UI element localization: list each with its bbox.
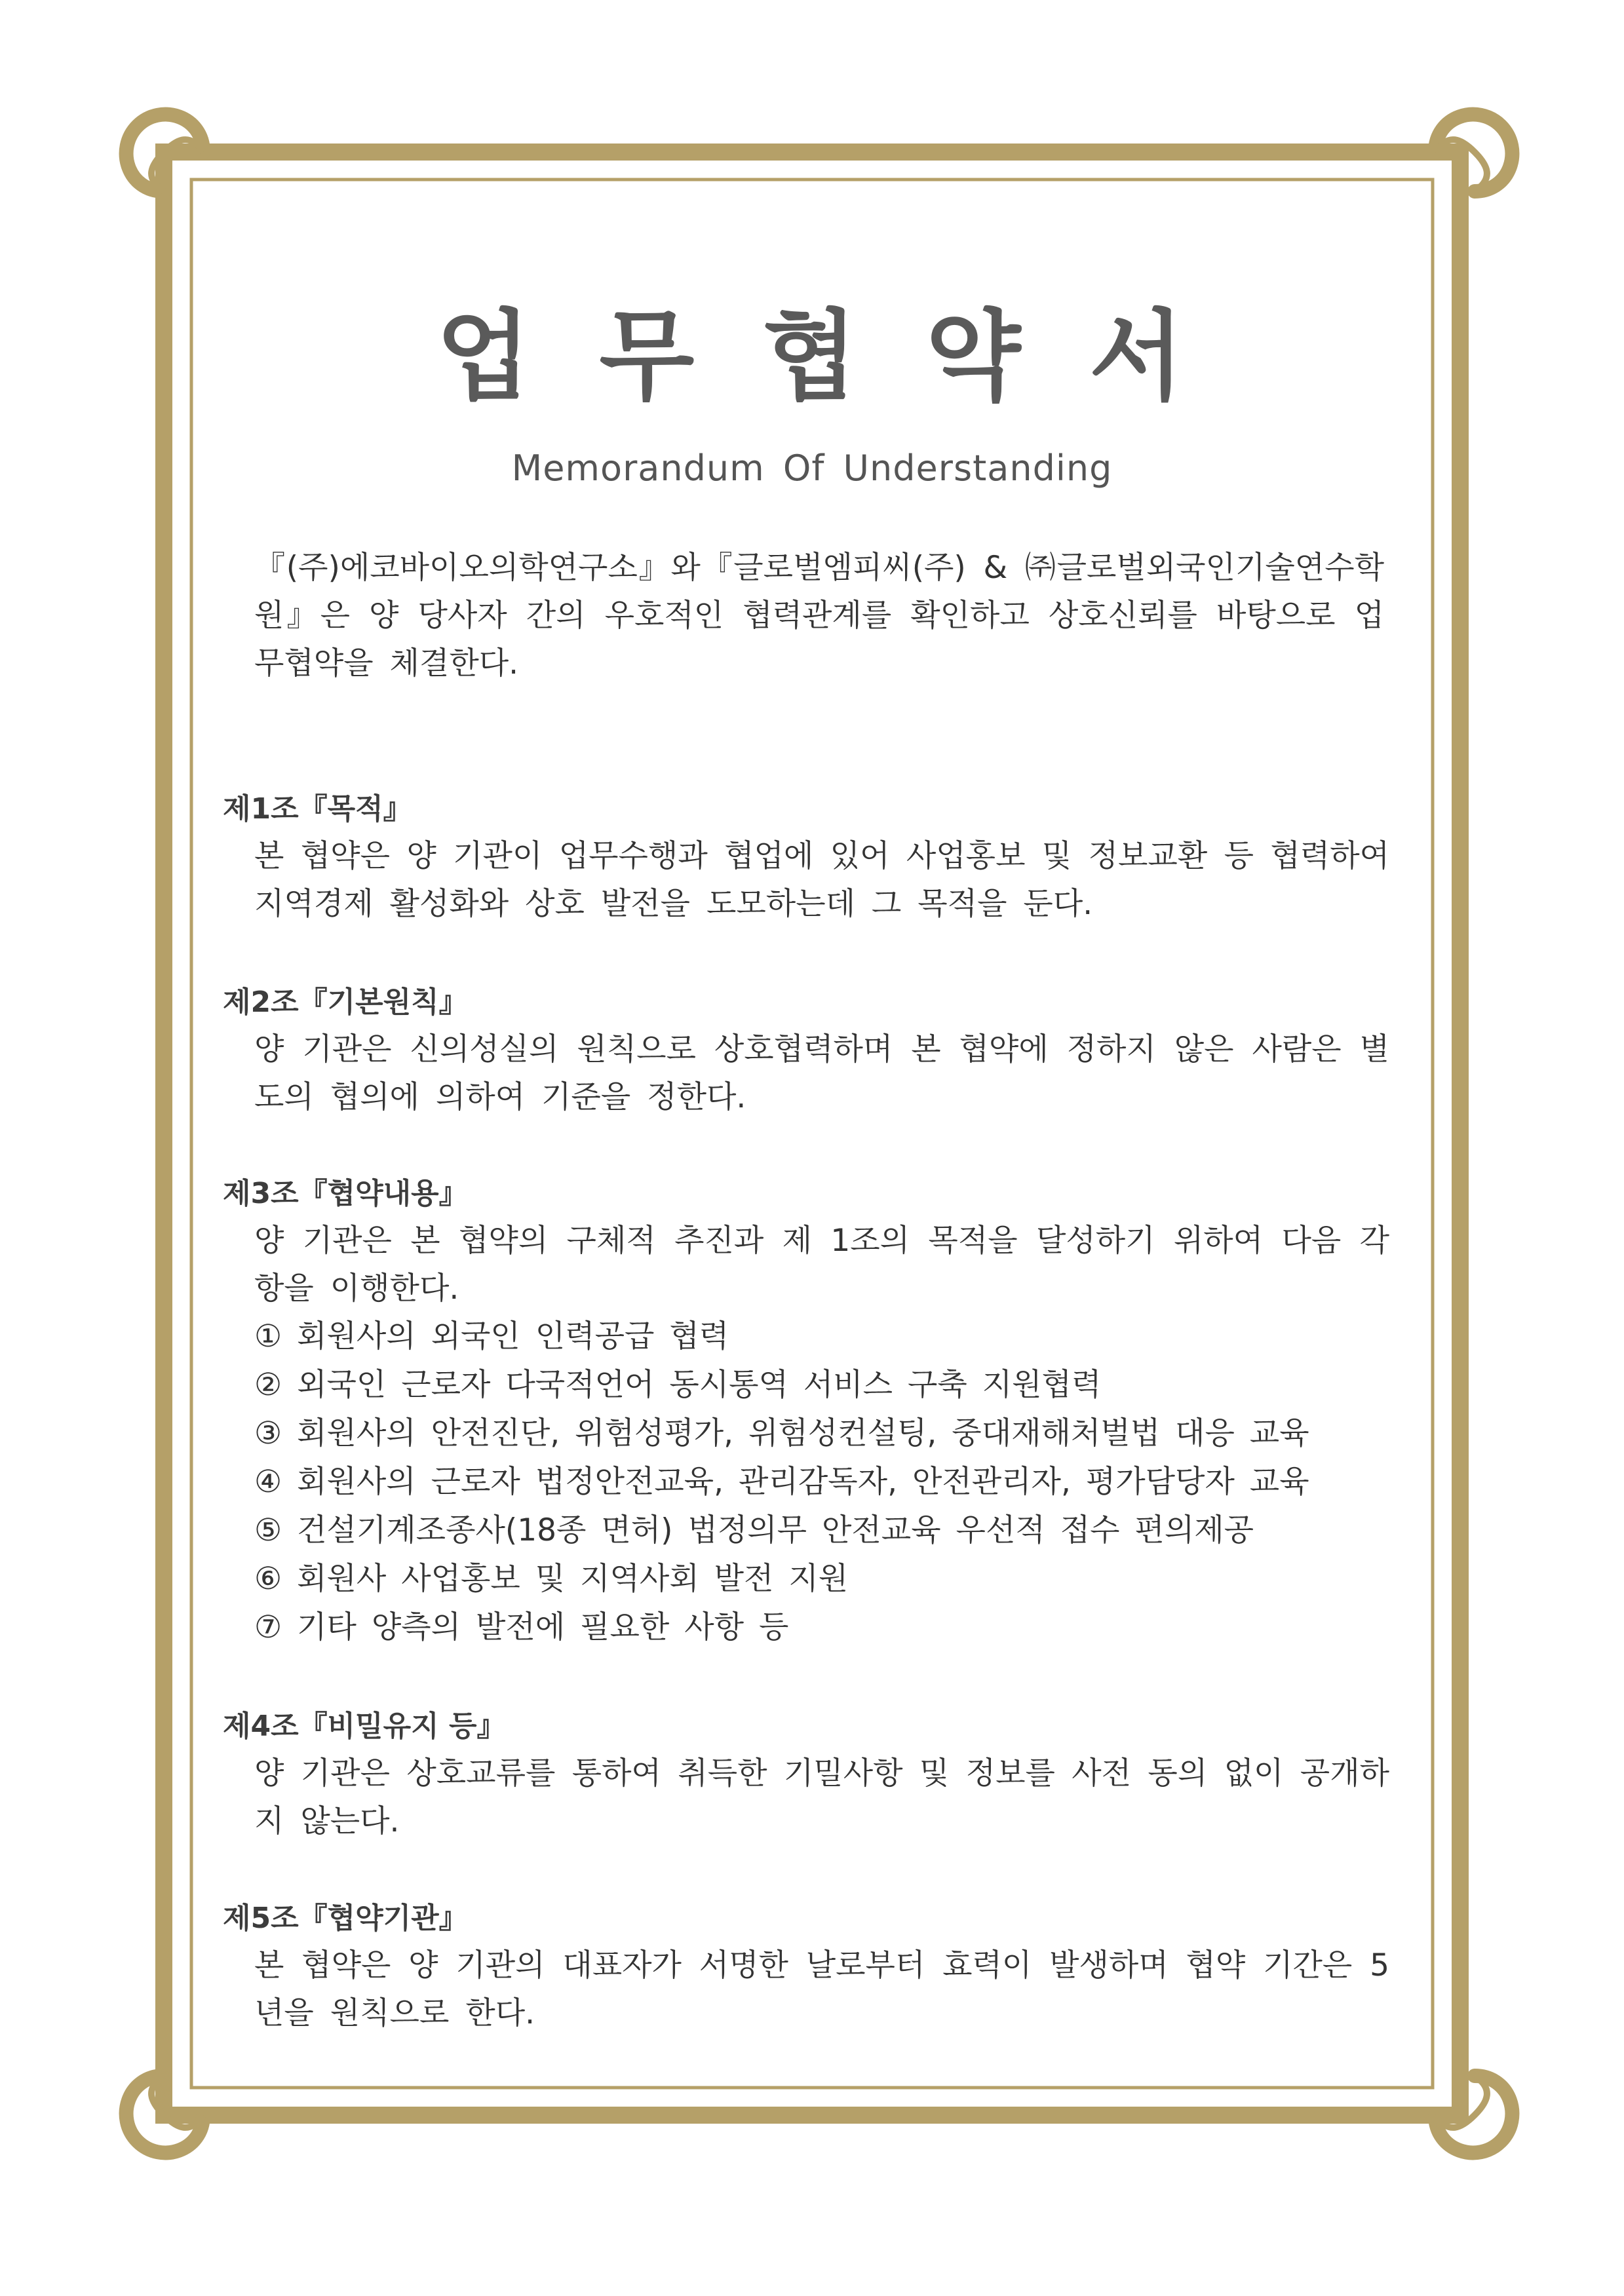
list-item: ⑦ 기타 양측의 발전에 필요한 사항 등: [254, 1609, 789, 1645]
article-body: 본 협약은 양 기관이 업무수행과 협업에 있어 사업홍보 및 정보교환 등 협력하여 지역경제 활성화와 상호 발전을 도모하는데 그 목적을 둔다.: [254, 838, 1389, 922]
article-1: [223, 786, 1389, 928]
article-heading: 제2조『기본원칙』: [223, 985, 468, 1019]
list-item: ② 외국인 근로자 다국적언어 동시통역 서비스 구축 지원협력: [254, 1367, 1102, 1403]
article-2: [223, 980, 1389, 1121]
article-body: 양 기관은 상호교류를 통하여 취득한 기밀사항 및 정보를 사전 동의 없이 공개하지 않는다.: [254, 1755, 1389, 1839]
list-item: ③ 회원사의 안전진단, 위험성평가, 위험성컨설팅, 중대재해처벌법 대응 교육: [254, 1415, 1309, 1451]
article-body: 양 기관은 본 협약의 구체적 추진과 제 1조의 목적을 달성하기 위하여 다음 각 항을 이행한다.: [254, 1223, 1389, 1307]
article-heading: 제1조『목적』: [223, 792, 412, 826]
article-heading: 제4조『비밀유지 등』: [223, 1710, 506, 1743]
list-item: ⑤ 건설기계조종사(18종 면허) 법정의무 안전교육 우선적 접수 편의제공: [254, 1512, 1254, 1548]
article-body: 본 협약은 양 기관의 대표자가 서명한 날로부터 효력이 발생하며 협약 기간은 5년을 원칙으로 한다.: [254, 1947, 1389, 2031]
article-heading: 제5조『협약기관』: [223, 1902, 468, 1935]
article-body: 양 기관은 신의성실의 원칙으로 상호협력하며 본 협약에 정하지 않은 사람은 별도의 협의에 의하여 기준을 정한다.: [254, 1031, 1389, 1115]
list-item: ④ 회원사의 근로자 법정안전교육, 관리감독자, 안전관리자, 평가담당자 교육: [254, 1464, 1309, 1500]
document-subtitle: Memorandum Of Understanding: [511, 448, 1113, 489]
article-4: [223, 1704, 1389, 1845]
article-5: [223, 1896, 1389, 2037]
document-title: 업 무 협 약 서: [436, 300, 1188, 414]
list-item: ⑥ 회원사 사업홍보 및 지역사회 발전 지원: [254, 1561, 849, 1597]
article-heading: 제3조『협약내용』: [223, 1177, 468, 1210]
list-item: ① 회원사의 외국인 인력공급 협력: [254, 1318, 729, 1354]
agreement-items-list: [254, 1312, 1389, 1652]
intro-paragraph: 『(주)에코바이오의학연구소』와『글로벌엠피씨(주) & ㈜글로벌외국인기술연수학원』은 양 당사자 간의 우호적인 협력관계를 확인하고 상호신뢰를 바탕으로 업무협약을 체결한다.: [254, 550, 1384, 681]
article-3: [223, 1171, 1389, 1652]
